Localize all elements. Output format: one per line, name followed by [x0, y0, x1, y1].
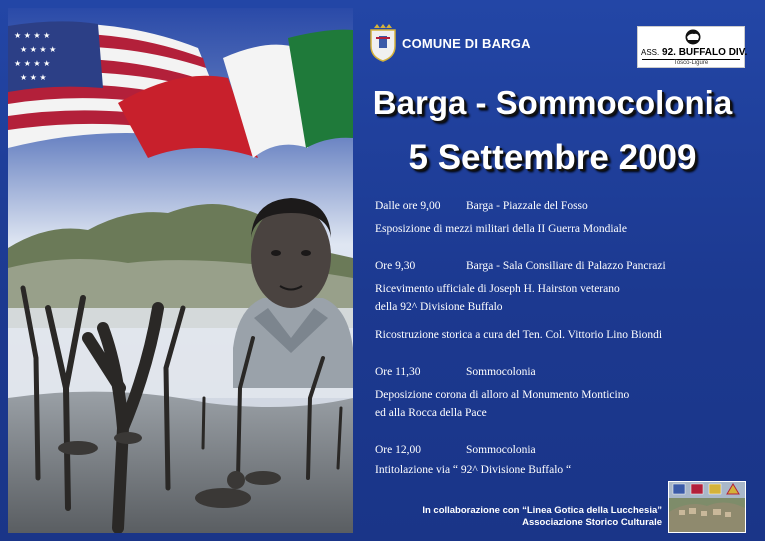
program-item — [375, 366, 536, 378]
comune-name: COMUNE DI BARGA — [402, 35, 531, 51]
program-item: ed alla Rocca della Pace — [375, 407, 487, 419]
program-item — [375, 444, 536, 456]
linea-gotica-image — [669, 482, 745, 532]
program-time: Dalle ore 9,00 — [375, 200, 441, 212]
program-item: Intitolazione via “ 92^ Divisione Buffalo “ — [375, 464, 572, 476]
crest-icon — [368, 24, 398, 62]
program-item: Esposizione di mezzi militari della II Guerra Mondiale — [375, 223, 627, 235]
collaboration-line: In collaborazione con “Linea Gotica della Lucchesia” — [422, 505, 662, 516]
svg-text:★ ★ ★ ★: ★ ★ ★ ★ — [14, 31, 51, 40]
linea-gotica-photo — [668, 481, 746, 533]
program-item: Deposizione corona di alloro al Monumento Monticino — [375, 389, 630, 401]
buffalo-subtitle: Tosco-Ligure — [642, 59, 740, 66]
comune-logo — [368, 24, 531, 62]
program-time: Ore 9,30 — [375, 260, 416, 272]
buffalo-division-logo — [637, 26, 748, 68]
program-place: Barga - Piazzale del Fosso — [466, 200, 588, 212]
battlefield — [8, 392, 353, 533]
buffalo-ass-label: ASS. — [641, 48, 660, 57]
program-time: Ore 12,00 — [375, 444, 421, 456]
program-place: Sommocolonia — [466, 444, 536, 456]
buffalo-icon — [682, 29, 704, 45]
buffalo-name — [641, 47, 747, 58]
collage-image — [8, 8, 353, 533]
svg-text:★ ★ ★ ★: ★ ★ ★ ★ — [20, 45, 57, 54]
association-line: Associazione Storico Culturale — [522, 517, 662, 528]
buffalo-name-label: 92. BUFFALO DIV. — [662, 47, 748, 58]
program-item: della 92^ Divisione Buffalo — [375, 301, 503, 313]
program-time: Ore 11,30 — [375, 366, 421, 378]
svg-text:★ ★ ★ ★: ★ ★ ★ ★ — [14, 59, 51, 68]
program-place: Sommocolonia — [466, 366, 536, 378]
program-item — [375, 260, 666, 272]
event-title: Barga - Sommocolonia — [372, 84, 733, 121]
program-item: Ricostruzione storica a cura del Ten. Col. Vittorio Lino Biondi — [375, 329, 663, 341]
event-date: 5 Settembre 2009 — [408, 138, 697, 177]
program-place: Barga - Sala Consiliare di Palazzo Pancrazi — [466, 260, 666, 272]
program-item — [375, 200, 588, 212]
svg-text:★ ★ ★: ★ ★ ★ — [20, 73, 47, 82]
program-item: Ricevimento ufficiale di Joseph H. Hairston veterano — [375, 283, 620, 295]
historical-collage — [8, 8, 353, 533]
